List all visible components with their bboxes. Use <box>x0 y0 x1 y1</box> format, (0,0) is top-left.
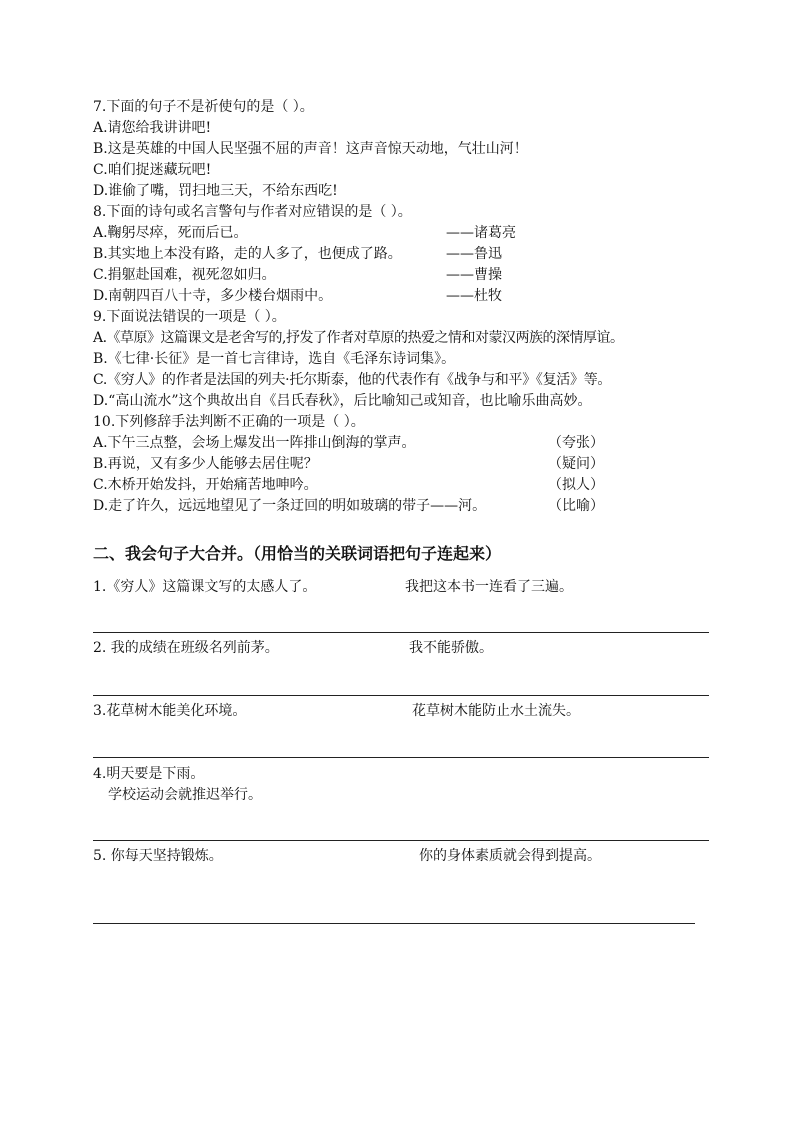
combine-1-sentence-a: 1.《穷人》这篇课文写的太感人了。 <box>93 579 317 595</box>
q9-option-b: B.《七律·长征》是一首七言律诗，选自《毛泽东诗词集》。 <box>93 351 456 367</box>
q7-option-c: C.咱们捉迷藏玩吧! <box>93 162 212 178</box>
combine-2-sentence-a: 2. 我的成绩在班级名列前茅。 <box>93 640 279 656</box>
combine-4-sentence-b: 学校运动会就推迟举行。 <box>108 787 262 803</box>
combine-4-sentence-a: 4.明天要是下雨。 <box>93 766 205 782</box>
q10-option-b-tag: （疑问） <box>548 456 604 472</box>
q10-option-c: C.木桥开始发抖，开始痛苦地呻吟。 <box>93 477 318 493</box>
combine-1-answer-line[interactable] <box>93 632 709 633</box>
combine-3-sentence-b: 花草树木能防止水土流失。 <box>412 703 580 719</box>
q10-stem: 10.下列修辞手法判断不正确的一项是（ ）。 <box>93 414 365 430</box>
q10-option-d-tag: （比喻） <box>548 498 604 514</box>
q7-option-d: D.谁偷了嘴，罚扫地三天，不给东西吃! <box>93 183 338 199</box>
combine-1-sentence-b: 我把这本书一连看了三遍。 <box>405 579 573 595</box>
q8-option-c-author: ——曹操 <box>446 267 502 283</box>
combine-5-sentence-a: 5. 你每天坚持锻炼。 <box>93 848 223 864</box>
q10-option-c-tag: （拟人） <box>548 477 604 493</box>
q9-option-a: A.《草原》这篇课文是老舍写的,抒发了作者对草原的热爱之情和对蒙汉两族的深情厚谊。 <box>93 330 624 346</box>
q9-option-d: D.“高山流水”这个典故出自《吕氏春秋》，后比喻知己或知音，也比喻乐曲高妙。 <box>93 393 592 409</box>
combine-2-sentence-b: 我不能骄傲。 <box>409 640 493 656</box>
q8-option-d: D.南朝四百八十寺，多少楼台烟雨中。 <box>93 288 333 304</box>
q7-option-a: A.请您给我讲讲吧! <box>93 120 212 136</box>
combine-2-answer-line[interactable] <box>93 695 709 696</box>
combine-5-sentence-b: 你的身体素质就会得到提高。 <box>419 848 601 864</box>
combine-3-answer-line[interactable] <box>93 757 709 758</box>
q7-stem: 7.下面的句子不是祈使句的是（ ）。 <box>93 99 314 115</box>
q9-option-c: C.《穷人》的作者是法国的列夫·托尔斯泰，他的代表作有《战争与和平》《复活》等。 <box>93 372 612 388</box>
q8-stem: 8.下面的诗句或名言警句与作者对应错误的是（ ）。 <box>93 204 412 220</box>
q10-option-a: A.下午三点整，会场上爆发出一阵排山倒海的掌声。 <box>93 435 416 451</box>
combine-4-answer-line[interactable] <box>93 840 709 841</box>
q9-stem: 9.下面说法错误的一项是（ ）。 <box>93 309 286 325</box>
q10-option-a-tag: （夸张） <box>548 435 604 451</box>
q8-option-c: C.捐躯赴国难，视死忽如归。 <box>93 267 276 283</box>
combine-3-sentence-a: 3.花草树木能美化环境。 <box>93 703 247 719</box>
q8-option-a: A.鞠躬尽瘁，死而后已。 <box>93 225 248 241</box>
q8-option-b: B.其实地上本没有路，走的人多了，也便成了路。 <box>93 246 402 262</box>
q8-option-d-author: ——杜牧 <box>446 288 502 304</box>
q10-option-d: D.走了许久，远远地望见了一条迂回的明如玻璃的带子——河。 <box>93 498 487 514</box>
section-2-title: 二、我会句子大合并。（用恰当的关联词语把句子连起来） <box>93 544 502 563</box>
combine-5-answer-line[interactable] <box>93 923 695 924</box>
q10-option-b: B.再说，又有多少人能够去居住呢？ <box>93 456 318 472</box>
q8-option-b-author: ——鲁迅 <box>446 246 502 262</box>
q7-option-b: B.这是英雄的中国人民坚强不屈的声音！这声音惊天动地，气壮山河！ <box>93 141 528 157</box>
q8-option-a-author: ——诸葛亮 <box>446 225 516 241</box>
